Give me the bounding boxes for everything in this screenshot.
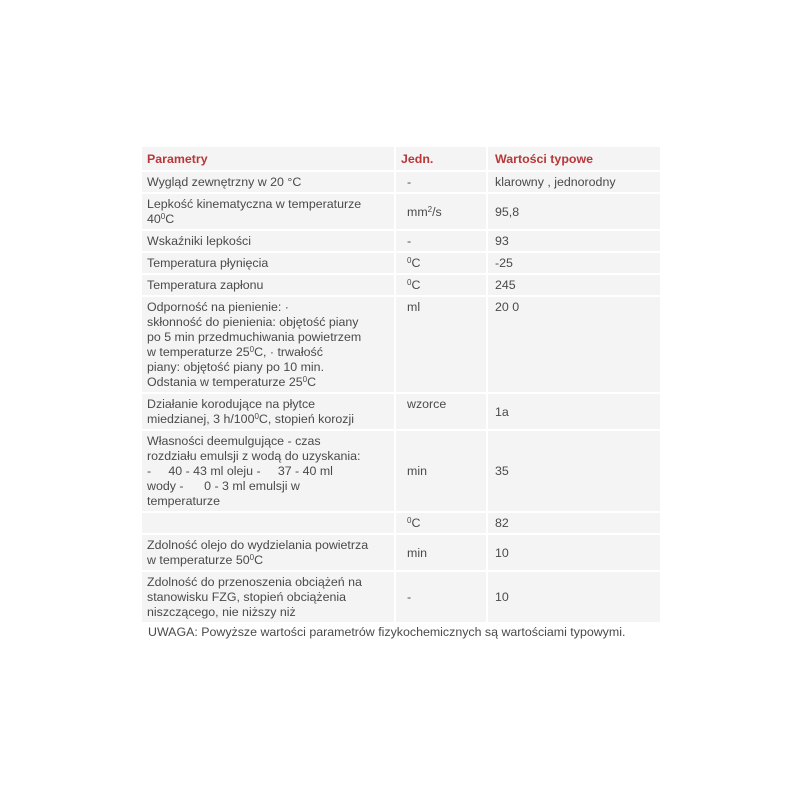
unit-cell: min <box>394 535 486 570</box>
param-line: piany: objętość piany po 10 min. <box>147 360 325 374</box>
value-cell: 93 <box>486 231 660 251</box>
unit-text: C <box>411 278 421 292</box>
param-line: temperaturze <box>147 494 221 508</box>
unit-cell: - <box>394 572 486 622</box>
superscript: 0 <box>407 278 412 287</box>
param-line: w temperaturze 50 <box>147 553 250 567</box>
value-cell: -25 <box>486 253 660 273</box>
unit-cell: wzorce <box>394 394 486 429</box>
table-row <box>142 535 660 570</box>
param-line: Odporność na pienienie: · <box>147 300 289 314</box>
table-row <box>142 275 660 295</box>
header-unit: Jedn. <box>394 147 486 170</box>
param-line: C, · trwałość <box>254 345 323 359</box>
param-line: 40 <box>147 212 161 226</box>
superscript: 2 <box>427 204 433 214</box>
table-row <box>142 253 660 273</box>
param-line: niszczącego, nie niższy niż <box>147 605 296 619</box>
superscript: 0 <box>302 375 308 384</box>
footnote: UWAGA: Powyższe wartości parametrów fizykochemicznych są wartościami typowymi. <box>148 625 626 639</box>
table-row <box>142 194 660 229</box>
param-line: C <box>254 553 264 567</box>
header-value: Wartości typowe <box>486 147 660 170</box>
superscript: 0 <box>407 256 412 265</box>
unit-cell <box>394 253 486 273</box>
unit-cell: - <box>394 172 486 192</box>
table-row <box>142 172 660 192</box>
unit-cell <box>394 513 486 533</box>
value-cell: klarowny , jednorodny <box>486 172 660 192</box>
param-cell <box>142 297 394 392</box>
table-header-row <box>142 147 660 170</box>
unit-cell <box>394 194 486 229</box>
param-line: Zdolność olejo do wydzielania powietrza <box>147 538 369 552</box>
unit-text: C <box>411 256 421 270</box>
parameters-table <box>142 145 660 624</box>
param-line: Własności deemulgujące - czas <box>147 434 321 448</box>
param-cell <box>142 394 394 429</box>
param-cell: Temperatura zapłonu <box>142 275 394 295</box>
param-line: po 5 min przedmuchiwania powietrzem <box>147 330 362 344</box>
value-cell: 95,8 <box>486 194 660 229</box>
param-cell: Wskaźniki lepkości <box>142 231 394 251</box>
superscript: 0 <box>254 412 259 421</box>
param-line: Lepkość kinematyczna w temperaturze <box>147 197 362 211</box>
unit-text: /s <box>432 204 442 219</box>
unit-cell: - <box>394 231 486 251</box>
table-row <box>142 297 660 392</box>
param-line: - 40 - 43 ml oleju - 37 - 40 ml <box>147 464 333 478</box>
param-cell: Wygląd zewnętrzny w 20 °C <box>142 172 394 192</box>
param-cell <box>142 513 394 533</box>
param-line: wody - 0 - 3 ml emulsji w <box>147 479 300 493</box>
param-line: rozdziału emulsji z wodą do uzyskania: <box>147 449 361 463</box>
param-line: C, stopień korozji <box>258 412 354 426</box>
superscript: 0 <box>249 345 255 354</box>
superscript: 0 <box>407 516 412 525</box>
value-cell: 1a <box>486 394 660 429</box>
superscript: 0 <box>249 553 255 562</box>
value-cell: 82 <box>486 513 660 533</box>
value-cell: 35 <box>486 431 660 511</box>
param-cell <box>142 572 394 622</box>
param-line: C <box>165 212 175 226</box>
param-cell <box>142 431 394 511</box>
value-cell: 10 <box>486 535 660 570</box>
value-cell: 245 <box>486 275 660 295</box>
header-param: Parametry <box>142 147 394 170</box>
param-line: Odstania w temperaturze 25 <box>147 375 303 389</box>
table-row <box>142 572 660 622</box>
unit-cell: ml <box>394 297 486 392</box>
param-cell: Temperatura płynięcia <box>142 253 394 273</box>
unit-text: C <box>411 516 421 530</box>
param-line: C <box>307 375 317 389</box>
unit-cell <box>394 275 486 295</box>
unit-cell: min <box>394 431 486 511</box>
superscript: 0 <box>160 212 166 221</box>
unit-text: mm <box>407 204 428 219</box>
table-row <box>142 231 660 251</box>
param-line: miedzianej, 3 h/100 <box>147 412 255 426</box>
value-cell: 20 0 <box>486 297 660 392</box>
table-row <box>142 394 660 429</box>
param-cell <box>142 194 394 229</box>
param-line: Działanie korodujące na płytce <box>147 397 316 411</box>
param-cell <box>142 535 394 570</box>
parameters-sheet <box>142 145 660 640</box>
table-row <box>142 431 660 511</box>
param-line: w temperaturze 25 <box>147 345 250 359</box>
table-row <box>142 513 660 533</box>
param-line: Zdolność do przenoszenia obciążeń na <box>147 575 362 589</box>
value-cell: 10 <box>486 572 660 622</box>
param-line: skłonność do pienienia: objętość piany <box>147 315 359 329</box>
param-line: stanowisku FZG, stopień obciążenia <box>147 590 347 604</box>
